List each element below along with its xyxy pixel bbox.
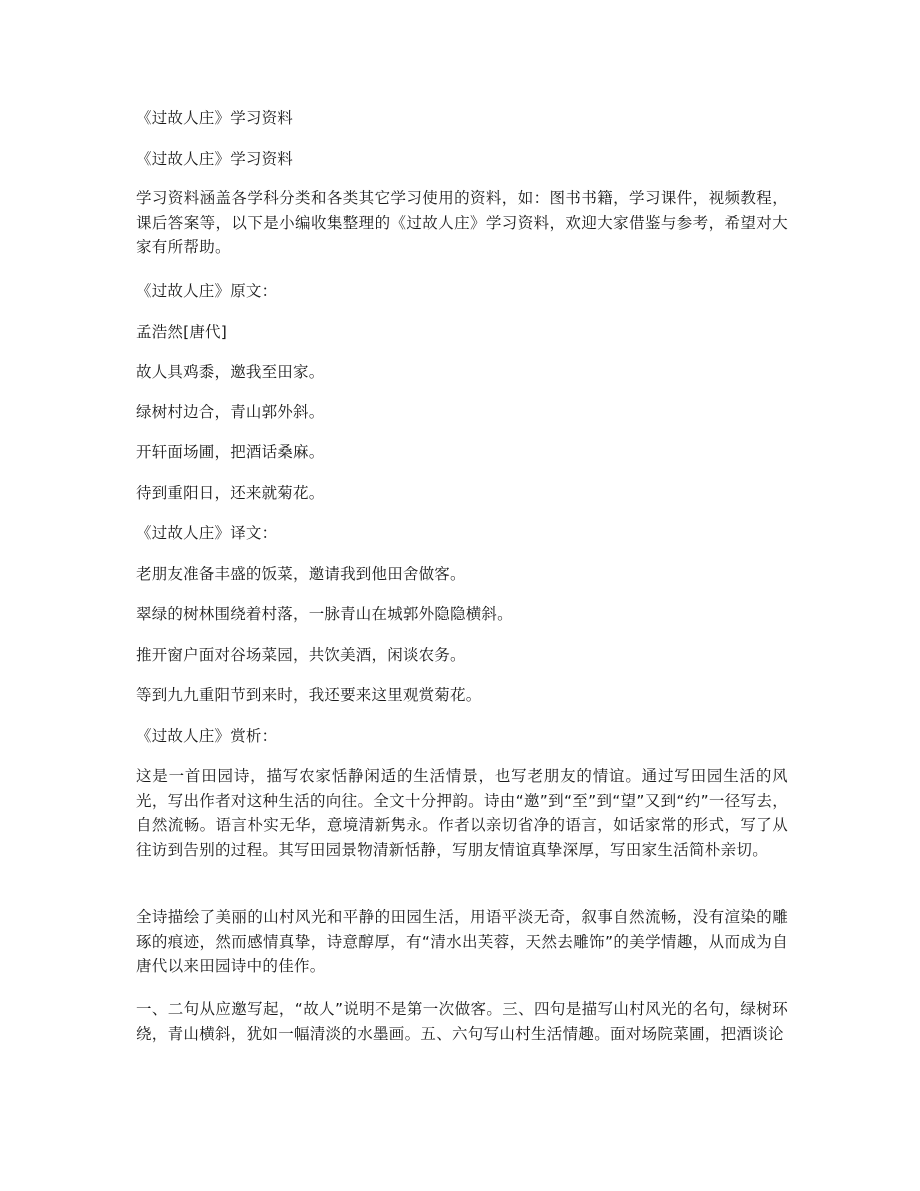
- intro-paragraph: 学习资料涵盖各学科分类和各类其它学习使用的资料，如：图书书籍，学习课件，视频教程，课后答案等，以下是小编收集整理的《过故人庄》学习资料，欢迎大家借鉴与参考，希望对大家有所帮助。: [136, 189, 788, 256]
- title-line-2: 《过故人庄》学习资料: [136, 150, 294, 168]
- translation-line: 老朋友准备丰盛的饭菜，邀请我到他田舍做客。: [136, 565, 466, 583]
- appreciation-paragraph: 一、二句从应邀写起，“故人”说明不是第一次做客。三、四句是描写山村风光的名句，绿树环绕，青山横斜，犹如一幅清淡的水墨画。五、六句写山村生活情趣。面对场院菜圃，把酒谈论: [136, 1000, 788, 1043]
- appreciation-paragraph: 这是一首田园诗，描写农家恬静闲适的生活情景，也写老朋友的情谊。通过写田园生活的风光，写出作者对这种生活的向往。全文十分押韵。诗由“邀”到“至”到“望”又到“约”一径写去，自然流畅。语言朴实无华，意境清新隽永。作者以亲切省净的语言，如话家常的形式，写了从往访到告别的过程。其写田园景物清新恬静，写朋友情谊真挚深厚，写田家生活简朴亲切。: [136, 767, 788, 859]
- appreciation-heading: 《过故人庄》赏析：: [136, 727, 278, 745]
- original-heading: 《过故人庄》原文：: [136, 282, 278, 300]
- title-line-1: 《过故人庄》学习资料: [136, 109, 294, 127]
- appreciation-paragraph: 全诗描绘了美丽的山村风光和平静的田园生活，用语平淡无奇，叙事自然流畅，没有渲染的雕琢的痕迹，然而感情真挚，诗意醇厚，有“清水出芙蓉，天然去雕饰”的美学情趣，从而成为自唐代以来田园诗中的佳作。: [136, 908, 788, 975]
- translation-line: 推开窗户面对谷场菜园，共饮美酒，闲谈农务。: [136, 646, 466, 664]
- translation-line: 等到九九重阳节到来时，我还要来这里观赏菊花。: [136, 686, 482, 704]
- translation-line: 翠绿的树林围绕着村落，一脉青山在城郭外隐隐横斜。: [136, 605, 513, 623]
- poem-line: 待到重阳日，还来就菊花。: [136, 484, 325, 502]
- poem-line: 故人具鸡黍，邀我至田家。: [136, 363, 325, 381]
- poem-line: 绿树村边合，青山郭外斜。: [136, 403, 325, 421]
- poem-author: 孟浩然[唐代]: [136, 323, 227, 341]
- translation-heading: 《过故人庄》译文：: [136, 524, 278, 542]
- poem-line: 开轩面场圃，把酒话桑麻。: [136, 443, 325, 461]
